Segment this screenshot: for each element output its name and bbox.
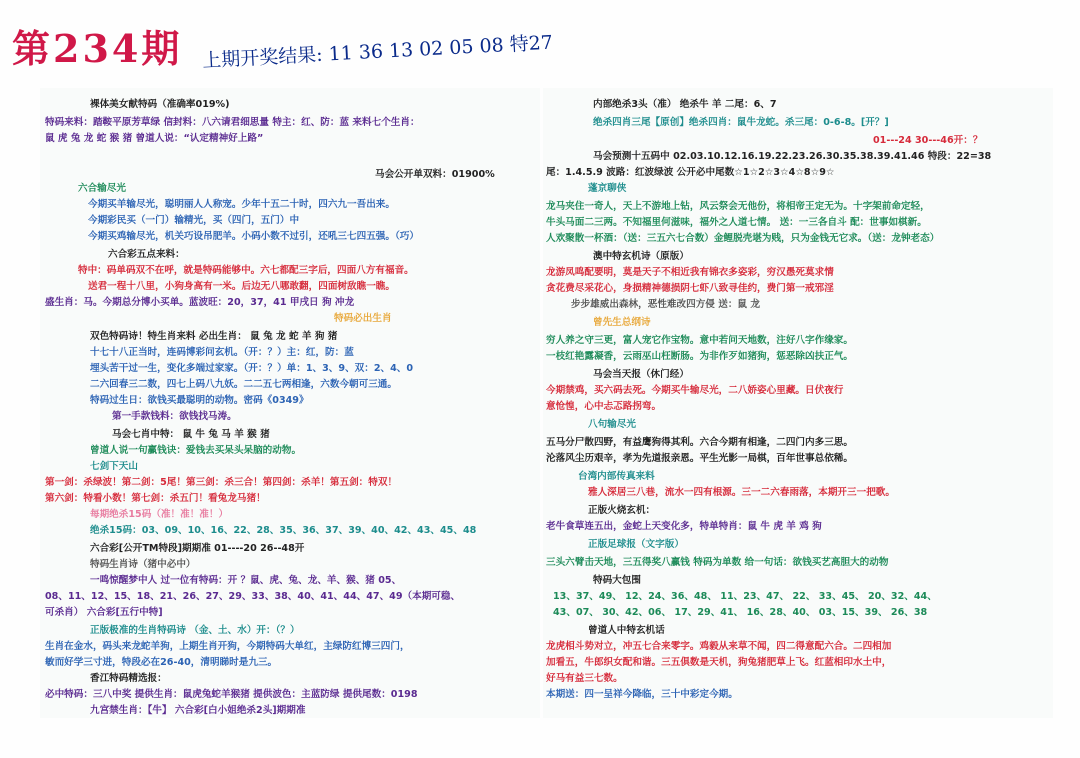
left-column-line: 二六回春三二数，四七上码八九妖。二二五七两相逢，六数今朝可三通。 bbox=[90, 379, 397, 390]
left-column-line: 特码过生日：欲钱买最聪明的动物。密码《0349》 bbox=[90, 395, 309, 406]
right-column-line: 曾道人中特玄机话 bbox=[588, 625, 665, 636]
right-column-line: 内部绝杀3头（准） 绝杀牛 羊 二尾：6、7 bbox=[593, 99, 777, 110]
left-column-line: 可杀肖） 六合彩[五行中特] bbox=[45, 607, 163, 618]
left-column-line: 鼠 虎 兔 龙 蛇 猴 猪 曾道人说：“认定精神好上路” bbox=[45, 133, 264, 144]
left-column-line: 香江特码精选报： bbox=[90, 673, 167, 684]
right-column-line: 好马有益三七数。 bbox=[546, 673, 623, 684]
issue-title: 第234期 bbox=[12, 26, 183, 71]
right-column-line: 一枝红艳露凝香，云雨巫山枉断肠。为非作歹如猪狗，惩恶除凶扶正气。 bbox=[546, 351, 853, 362]
left-column-line: 双色特码诗！特生肖来料 必出生肖： 鼠 兔 龙 蛇 羊 狗 猪 bbox=[90, 331, 338, 342]
left-column-line: 每期绝杀15码（准！准！准！） bbox=[90, 509, 229, 520]
left-column-line: 敏而好学三寸进，特段必在26-40，清明睇时是九三。 bbox=[45, 657, 278, 668]
left-column-line: 第一手款钱料：欲钱找马涛。 bbox=[112, 411, 237, 422]
left-column-line: 六合输尽光 bbox=[78, 183, 126, 194]
right-column-line: 沦落风尘历艰辛，孝为先道报亲恩。平生光影一局棋，百年世事总依稀。 bbox=[546, 453, 853, 464]
left-column-line: 特中：码单码双不在呼，就是特码能够中。六七都配三字后，四面八方有福音。 bbox=[78, 265, 414, 276]
right-column-line: 马会当天报（休门经） bbox=[593, 369, 689, 380]
left-column-line: 第一剑：杀绿波！第二剑：5尾！第三剑：杀三合！第四剑：杀羊！第五剑：特双！ bbox=[45, 477, 398, 488]
right-column-line: 正版火烧玄机： bbox=[588, 505, 656, 516]
right-column-line: 五马分尸散四野，有益鹰狗得其利。六合今期有相逢，二四门内多三思。 bbox=[546, 437, 853, 448]
left-column-line: 送君一程十八里，小狗身高有一米。后边无八哪敢翻，四面树敌瞧一瞧。 bbox=[88, 281, 395, 292]
left-text-panel bbox=[40, 88, 540, 718]
right-column-line: 特码大包围 bbox=[593, 575, 641, 586]
right-column-line: 澳中特玄机诗（原版） bbox=[593, 251, 689, 262]
right-column-line: 老牛食草连五出，金蛇上天变化多，特单特肖：鼠 牛 虎 羊 鸡 狗 bbox=[546, 521, 822, 532]
right-column-line: 步步雄威出森林，恶性难改四方侵 送：鼠 龙 bbox=[571, 299, 760, 310]
right-column-line: 曾先生总纲诗 bbox=[593, 317, 651, 328]
right-column-line: 龙游凤鸣配要明，莫是天子不相近我有锦衣多姿彩，穷汉愚死莫求情 bbox=[546, 267, 834, 278]
right-column-line: 穷人养之守三更，富人宠它作宝物。意中若问天地数，注好八字作缘家。 bbox=[546, 335, 853, 346]
left-column-line: 马会公开单双料：01900% bbox=[375, 169, 495, 180]
last-draw-result bbox=[202, 28, 554, 73]
left-column-line: 特码来料：踏鞍平原芳草绿 信封料：八六请君细思量 特主：红、防：蓝 来料七个生肖： bbox=[45, 117, 420, 128]
right-column-line: 意怆惶，心中忐忑路拐弯。 bbox=[546, 401, 662, 412]
left-column-line: 盛生肖：马。今期总分博小买单。蓝波旺：20，37，41 甲戌日 狗 冲龙 bbox=[45, 297, 355, 308]
right-column-line: 马会预测十五码中 02.03.10.12.16.19.22.23.26.30.35.38.39.41.46 特段：22=38 bbox=[593, 151, 992, 162]
right-column-line: 尾：1.4.5.9 波路：红波绿波 公开必中尾数☆1☆2☆3☆4☆8☆9☆ bbox=[546, 167, 835, 178]
left-column-line: 十七十八正当时，连码博彩问玄机。（开：？）主：红，防：蓝 bbox=[90, 347, 354, 358]
right-column-line: 本期送：四一呈祥今降临，三十中彩定今期。 bbox=[546, 689, 738, 700]
left-column-line: 裸体美女献特码（准确率019%) bbox=[90, 99, 230, 110]
right-column-line: 人欢聚散一杯酒：（送：三五六七合数）金鲤脱壳堪为贱，只为金钱无它求。（送：龙钟老态） bbox=[546, 233, 940, 244]
left-column-line: 曾道人说一句赢钱诀：爱钱去买呆头呆脑的动物。 bbox=[90, 445, 302, 456]
left-column-line: 七剑下天山 bbox=[90, 461, 138, 472]
right-text-panel bbox=[543, 88, 1053, 718]
last-draw-label: 上期开奖结果: bbox=[201, 43, 324, 73]
right-column-line: 台湾内部传真来料 bbox=[578, 471, 655, 482]
left-column-line: 特码生肖诗（猪中必中） bbox=[90, 559, 196, 570]
left-column-line: 六合彩[公开TM特段]期期准 01----20 26--48开 bbox=[90, 543, 305, 554]
left-column-line: 今期彩民买（一门）输精光，买（四门，五门）中 bbox=[88, 215, 300, 226]
left-column-line: 九宫禁生肖：【牛】 六合彩[白小姐绝杀2头]期期准 bbox=[90, 705, 306, 716]
left-column-line: 今期买羊输尽光，聪明丽人人称宠。少年十五二十时，四六九一吾出来。 bbox=[88, 199, 395, 210]
left-column-line: 08、11、12、15、18、21、26、27、29、33、38、40、41、44、47、49（本期可稳、 bbox=[45, 591, 461, 602]
left-column-line: 马会七肖中特： 鼠 牛 兔 马 羊 猴 猪 bbox=[112, 429, 270, 440]
right-column-line: 01---24 30---46开：？ bbox=[873, 135, 983, 146]
right-column-line: 贪花费尽采花心，身损精神德损阴七虾八致寻佳约，费门第一戒邪淫 bbox=[546, 283, 834, 294]
left-column-line: 必中特码：三八中奖 提供生肖：鼠虎兔蛇羊猴猪 提供波色：主蓝防绿 提供尾数：0198 bbox=[45, 689, 418, 700]
right-column-line: 绝杀四肖三尾【原创】绝杀四肖：鼠牛龙蛇。杀三尾：0-6-8。[开？] bbox=[593, 117, 889, 128]
right-column-line: 八句输尽光 bbox=[588, 419, 636, 430]
left-column-line: 第六剑：特看小数！第七剑：杀五门！看兔龙马猪！ bbox=[45, 493, 266, 504]
right-column-line: 三头六臂击天地，三五得奖八赢钱 特码为单数 给一句话：欲钱买艺高胆大的动物 bbox=[546, 557, 889, 568]
left-column-line: 一鸣惊醒梦中人 过一位有特码：开 ？鼠、虎、兔、龙、羊、猴、猪 05、 bbox=[90, 575, 402, 586]
left-column-line: 生肖在金水，码头来龙蛇羊狗，上期生肖开狗，今期特码大单红，主绿防红博三四门， bbox=[45, 641, 410, 652]
right-column-line: 蓬京聊侠 bbox=[588, 183, 627, 194]
left-column-line: 埋头苦干过一生，变化多端过家家。（开：？）单：1、3、9、双：2、4、0 bbox=[90, 363, 414, 374]
right-column-line: 雅人深居三八巷，流水一四有根源。三一二六春雨落，本期开三一把歌。 bbox=[588, 487, 895, 498]
right-column-line: 加看五，牛郎织女配和谐。三五倶数是天机，狗兔猪肥草上飞。红蓝相印水土中， bbox=[546, 657, 892, 668]
last-draw-numbers: 11 36 13 02 05 08 特27 bbox=[328, 31, 554, 66]
left-column-line: 正版极准的生肖特码诗 （金、土、水）开：（？） bbox=[90, 625, 300, 636]
left-column-line: 特码必出生肖 bbox=[334, 313, 392, 324]
right-column-line: 牛头马面二三两。不知福里何滋味，福外之人道七情。 送：一三各自斗 配：世事如棋新。 bbox=[546, 217, 927, 228]
right-column-line: 今期禁鸡，买六码去死。今期买牛输尽光，二八娇姿心里藏。日伏夜行 bbox=[546, 385, 844, 396]
left-column-line: 绝杀15码：03、09、10、16、22、28、35、36、37、39、40、42、43、45、48 bbox=[90, 525, 477, 536]
right-column-line: 龙虎相斗势对立，冲五七合来零字。鸡毅从来草不闻，四二得意配六合。二四相加 bbox=[546, 641, 892, 652]
right-column-line: 43、07、 30、42、06、 17、29、41、 16、28、40、 03、15、39、 26、38 bbox=[553, 607, 928, 618]
right-column-line: 龙马夹住一奇人，天上不游地上钻，风云祭会无他份，将相帝王定无为。十字架前命定轻， bbox=[546, 201, 930, 212]
left-column-line: 六合彩五点来料： bbox=[108, 249, 185, 260]
left-column-line: 今期买鸡输尽光，机关巧设吊肥羊。小码小数不过引，还吼三七四五强。（巧） bbox=[88, 231, 419, 242]
right-column-line: 正版足球报（文字版） bbox=[588, 539, 684, 550]
right-column-line: 13、37、49、 12、24、36、48、 11、23、47、 22、 33、45、 20、32、44、 bbox=[553, 591, 937, 602]
